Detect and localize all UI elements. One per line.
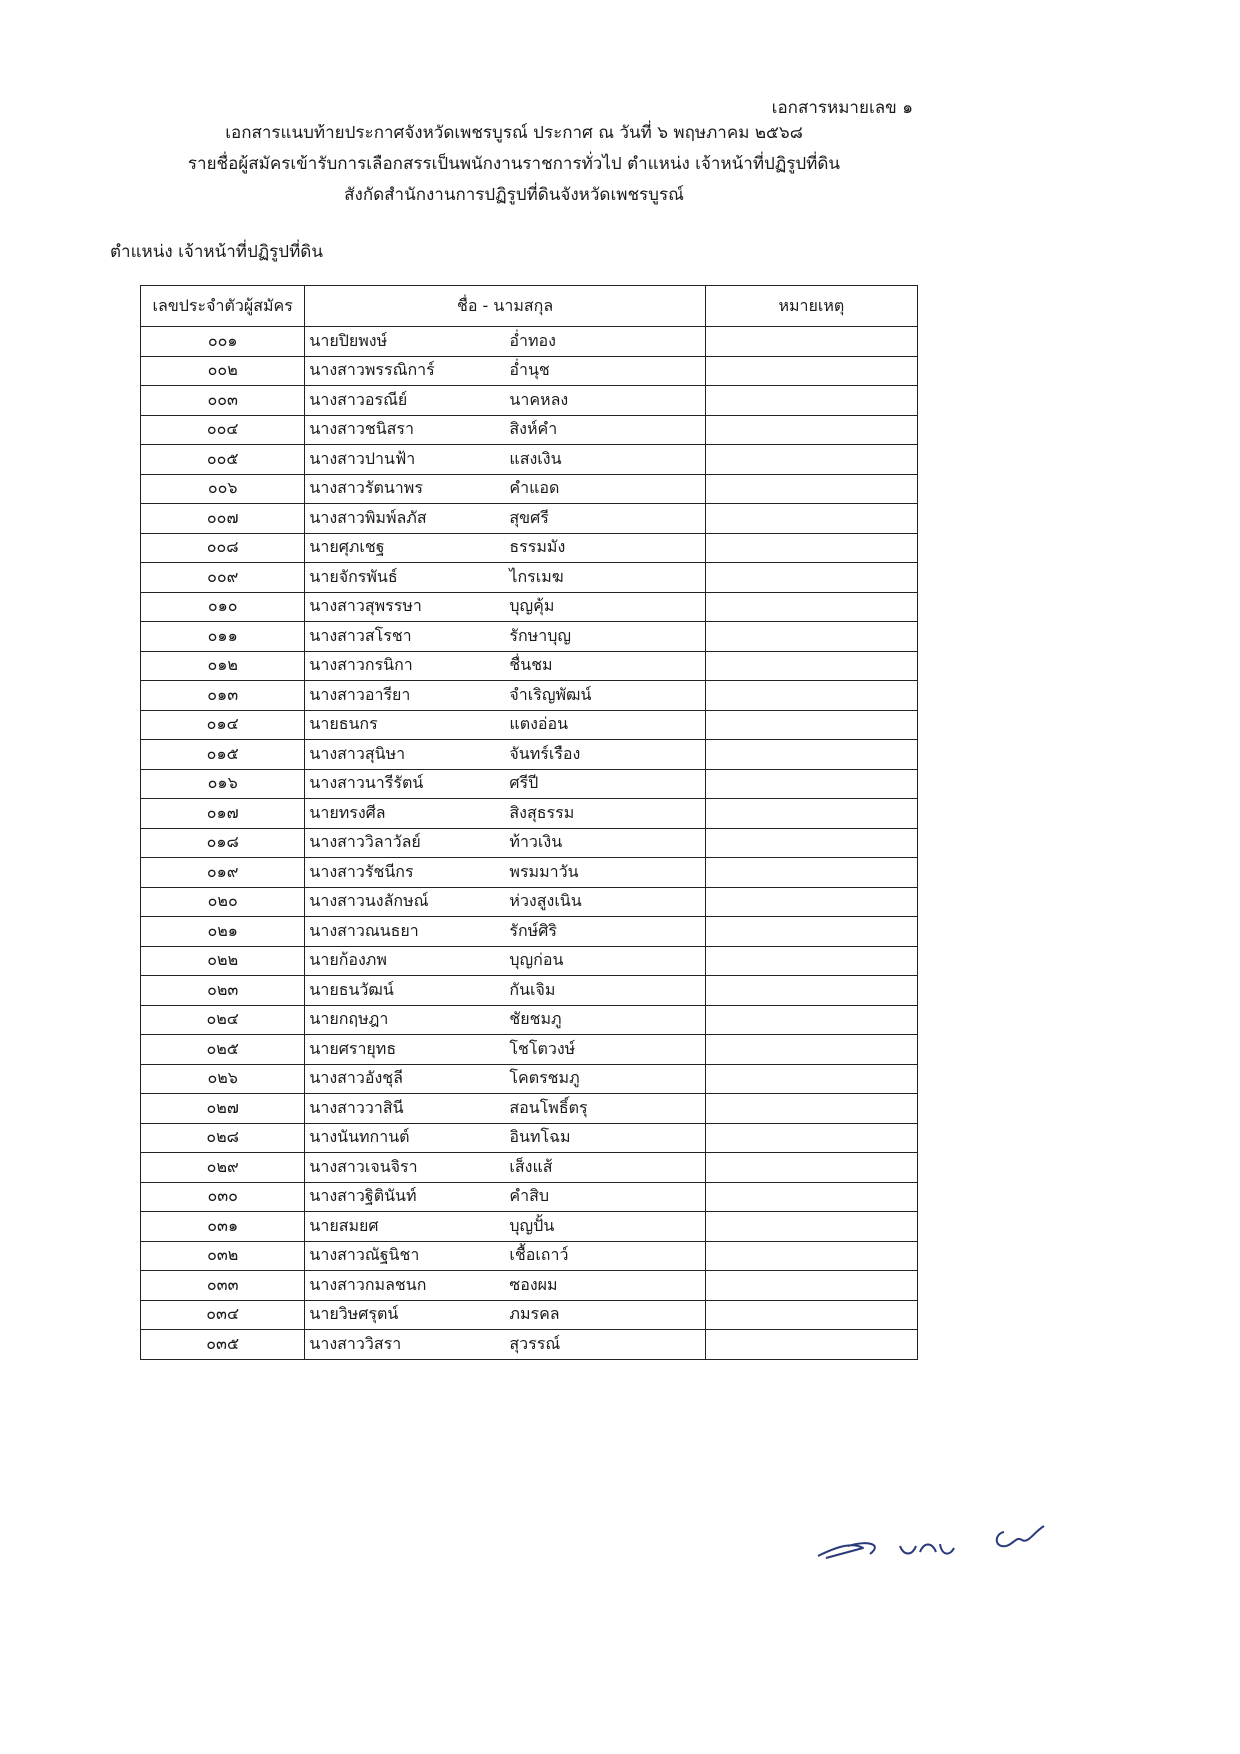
applicant-name [305,740,705,770]
applicant-name [305,622,705,652]
table-row [141,681,918,711]
applicant-id: ๐๒๕ [141,1035,305,1065]
table-row [141,946,918,976]
last-name: ชัยชมภู [509,1009,562,1029]
last-name: ท้าวเงิน [509,832,563,852]
applicant-name [305,592,705,622]
last-name: เชื้อเถาว์ [509,1245,569,1265]
table-row [141,386,918,416]
remark-cell [705,533,917,563]
remark-cell [705,681,917,711]
last-name: รักษาบุญ [509,625,571,645]
table-row [141,1212,918,1242]
applicant-id: ๐๑๗ [141,799,305,829]
applicant-id: ๐๑๕ [141,740,305,770]
applicant-name [305,1271,705,1301]
last-name: จันทร์เรือง [509,743,581,763]
last-name: ห่วงสูงเนิน [509,891,582,911]
applicant-table [140,285,918,1360]
header-applicant-id: เลขประจำตัวผู้สมัคร [141,286,305,327]
remark-cell [705,563,917,593]
applicant-id: ๐๒๔ [141,1005,305,1035]
applicant-name [305,504,705,534]
remark-cell [705,622,917,652]
applicant-name [305,1241,705,1271]
applicant-name [305,681,705,711]
applicant-name [305,710,705,740]
remark-cell [705,1094,917,1124]
applicant-id: ๐๐๙ [141,563,305,593]
last-name: บุญก่อน [509,950,564,970]
last-name: รักษ์ศิริ [509,920,557,940]
applicant-name [305,976,705,1006]
applicant-name [305,1035,705,1065]
last-name: บุญปั้น [509,1215,555,1235]
table-row [141,563,918,593]
table-row [141,976,918,1006]
applicant-name [305,887,705,917]
last-name: จำเริญพัฒน์ [509,684,592,704]
first-name: นายก้องภพ [309,950,387,970]
table-header-row [141,286,918,327]
applicant-name [305,858,705,888]
applicant-id: ๐๐๗ [141,504,305,534]
first-name: นางสาวอรณีย์ [309,389,408,409]
remark-cell [705,740,917,770]
first-name: นางสาวชนิสรา [309,419,414,439]
applicant-id: ๐๐๕ [141,445,305,475]
applicant-id: ๐๒๗ [141,1094,305,1124]
first-name: นางสาวพรรณิการ์ [309,360,435,380]
first-name: นางสาวรัชนีกร [309,861,414,881]
applicant-name [305,1064,705,1094]
document-heading [0,118,1028,211]
table-row [141,1153,918,1183]
last-name: แตงอ่อน [509,714,569,734]
applicant-id: ๐๓๐ [141,1182,305,1212]
applicant-name [305,445,705,475]
applicant-id: ๐๑๘ [141,828,305,858]
applicant-id: ๐๑๖ [141,769,305,799]
remark-cell [705,917,917,947]
last-name: โชโตวงษ์ [509,1038,576,1058]
applicant-id: ๐๓๓ [141,1271,305,1301]
applicant-name [305,1123,705,1153]
remark-cell [705,976,917,1006]
applicant-name [305,474,705,504]
applicant-id: ๐๑๙ [141,858,305,888]
header-remark: หมายเหตุ [705,286,917,327]
table-row [141,356,918,386]
table-row [141,1005,918,1035]
last-name: พรมมาวัน [509,861,579,881]
table-row [141,887,918,917]
remark-cell [705,386,917,416]
applicant-id: ๐๑๒ [141,651,305,681]
remark-cell [705,1212,917,1242]
remark-cell [705,474,917,504]
last-name: สอนโพธิ์ตรุ [509,1097,588,1117]
remark-cell [705,1300,917,1330]
last-name: บุญคุ้ม [509,596,555,616]
first-name: นายสมยศ [309,1215,379,1235]
last-name: ธรรมมัง [509,537,566,557]
first-name: นางสาวณัฐนิชา [309,1245,420,1265]
remark-cell [705,1035,917,1065]
last-name: สิงสุธรรม [509,802,575,822]
applicant-name [305,651,705,681]
remark-cell [705,858,917,888]
first-name: นางสาวรัตนาพร [309,478,423,498]
remark-cell [705,504,917,534]
first-name: นางสาวอังชุลี [309,1068,403,1088]
applicant-name [305,533,705,563]
applicant-id: ๐๓๕ [141,1330,305,1360]
applicant-id: ๐๑๓ [141,681,305,711]
remark-cell [705,799,917,829]
remark-cell [705,946,917,976]
table-row [141,1123,918,1153]
applicant-name [305,1153,705,1183]
remark-cell [705,1241,917,1271]
table-row [141,858,918,888]
applicant-id: ๐๓๑ [141,1212,305,1242]
applicant-name [305,769,705,799]
applicant-name [305,1182,705,1212]
applicant-id: ๐๒๑ [141,917,305,947]
applicant-id: ๐๑๐ [141,592,305,622]
applicant-id: ๐๒๙ [141,1153,305,1183]
applicant-id: ๐๒๒ [141,946,305,976]
last-name: กันเจิม [509,979,556,999]
applicant-name [305,563,705,593]
applicant-name [305,828,705,858]
applicant-name [305,917,705,947]
last-name: โคตรชมภู [509,1068,580,1088]
table-row [141,1271,918,1301]
table-row [141,1241,918,1271]
remark-cell [705,445,917,475]
applicant-id: ๐๐๑ [141,327,305,357]
applicant-name [305,1094,705,1124]
table-row [141,799,918,829]
last-name: ชื่นชม [509,655,553,675]
table-row [141,1300,918,1330]
header-full-name: ชื่อ - นามสกุล [305,286,705,327]
applicant-name [305,415,705,445]
table-row [141,474,918,504]
last-name: อ่ำนุช [509,360,550,380]
remark-cell [705,1123,917,1153]
remark-cell [705,327,917,357]
applicant-name [305,1212,705,1242]
last-name: เส็งแส้ [509,1156,553,1176]
applicant-name [305,1330,705,1360]
remark-cell [705,887,917,917]
table-row [141,592,918,622]
first-name: นางนันทกานต์ [309,1127,410,1147]
remark-cell [705,1182,917,1212]
table-row [141,445,918,475]
last-name: อินทโฉม [509,1127,571,1147]
applicant-id: ๐๐๖ [141,474,305,504]
first-name: นางสาวกมลชนก [309,1274,427,1294]
table-row [141,1330,918,1360]
first-name: นายธนกร [309,714,378,734]
remark-cell [705,651,917,681]
table-row [141,504,918,534]
first-name: นายทรงศีล [309,802,386,822]
remark-cell [705,1153,917,1183]
applicant-id: ๐๓๒ [141,1241,305,1271]
applicant-id: ๐๒๓ [141,976,305,1006]
last-name: สุขศรี [509,507,549,527]
first-name: นางสาววาสินี [309,1097,404,1117]
last-name: ศรีปี [509,773,539,793]
first-name: นายจักรพันธ์ [309,566,398,586]
table-row [141,1035,918,1065]
heading-line-3: สังกัดสำนักงานการปฏิรูปที่ดินจังหวัดเพชรบูรณ์ [344,185,684,205]
last-name: สุวรรณ์ [509,1333,561,1353]
applicant-name [305,1300,705,1330]
heading-line-1: เอกสารแนบท้ายประกาศจังหวัดเพชรบูรณ์ ประกาศ ณ วันที่ ๖ พฤษภาคม ๒๕๖๘ [225,123,803,143]
first-name: นางสาวอารียา [309,684,411,704]
table-row [141,740,918,770]
table-row [141,327,918,357]
remark-cell [705,1005,917,1035]
applicant-id: ๐๒๖ [141,1064,305,1094]
position-line: ตำแหน่ง เจ้าหน้าที่ปฏิรูปที่ดิน [110,242,323,262]
first-name: นางสาวเจนจิรา [309,1156,418,1176]
heading-line-2: รายชื่อผู้สมัครเข้ารับการเลือกสรรเป็นพนักงานราชการทั่วไป ตำแหน่ง เจ้าหน้าที่ปฏิรูปที่ดิน [187,154,841,174]
first-name: นายศรายุทธ [309,1038,397,1058]
table-row [141,1064,918,1094]
remark-cell [705,828,917,858]
first-name: นางสาวพิมพ์ลภัส [309,507,427,527]
first-name: นายวิษศรุตน์ [309,1304,399,1324]
first-name: นางสาวนงลักษณ์ [309,891,429,911]
first-name: นายธนวัฒน์ [309,979,394,999]
first-name: นางสาววิลาวัลย์ [309,832,421,852]
first-name: นางสาวณนธยา [309,920,419,940]
applicant-id: ๐๒๐ [141,887,305,917]
remark-cell [705,1271,917,1301]
table-row [141,917,918,947]
last-name: แสงเงิน [509,448,562,468]
last-name: คำแอด [509,478,560,498]
last-name: นาคหลง [509,389,569,409]
applicant-id: ๐๓๔ [141,1300,305,1330]
remark-cell [705,769,917,799]
last-name: คำสิบ [509,1186,549,1206]
applicant-name [305,1005,705,1035]
last-name: ภมรคล [509,1304,560,1324]
first-name: นายปิยพงษ์ [309,330,388,350]
applicant-name [305,327,705,357]
remark-cell [705,592,917,622]
first-name: นางสาวฐิตินันท์ [309,1186,417,1206]
table-row [141,533,918,563]
applicant-name [305,356,705,386]
table-row [141,622,918,652]
remark-cell [705,356,917,386]
first-name: นางสาวปานฟ้า [309,448,416,468]
table-row [141,1182,918,1212]
first-name: นางสาวนารีรัตน์ [309,773,424,793]
signature-marks [808,1522,1048,1560]
table-row [141,1094,918,1124]
table-row [141,710,918,740]
applicant-id: ๐๒๘ [141,1123,305,1153]
applicant-id: ๐๑๔ [141,710,305,740]
last-name: ซองผม [509,1274,558,1294]
first-name: นายศุภเชฐ [309,537,385,557]
last-name: อ่ำทอง [509,330,556,350]
applicant-id: ๐๐๒ [141,356,305,386]
applicant-id: ๐๐๔ [141,415,305,445]
table-row [141,415,918,445]
first-name: นางสาวสโรชา [309,625,412,645]
applicant-name [305,946,705,976]
applicant-id: ๐๐๘ [141,533,305,563]
remark-cell [705,710,917,740]
table-row [141,651,918,681]
applicant-id: ๐๑๑ [141,622,305,652]
first-name: นายกฤษฎา [309,1009,389,1029]
applicant-name [305,386,705,416]
remark-cell [705,1330,917,1360]
first-name: นางสาวสุนิษา [309,743,406,763]
applicant-id: ๐๐๓ [141,386,305,416]
table-row [141,828,918,858]
remark-cell [705,1064,917,1094]
last-name: สิงห์คำ [509,419,558,439]
applicant-name [305,799,705,829]
last-name: ไกรเมฆ [509,566,564,586]
first-name: นางสาวสุพรรษา [309,596,422,616]
remark-cell [705,415,917,445]
first-name: นางสาวกรนิกา [309,655,413,675]
document-number: เอกสารหมายเลข ๑ [771,98,913,118]
first-name: นางสาววิสรา [309,1333,402,1353]
table-row [141,769,918,799]
